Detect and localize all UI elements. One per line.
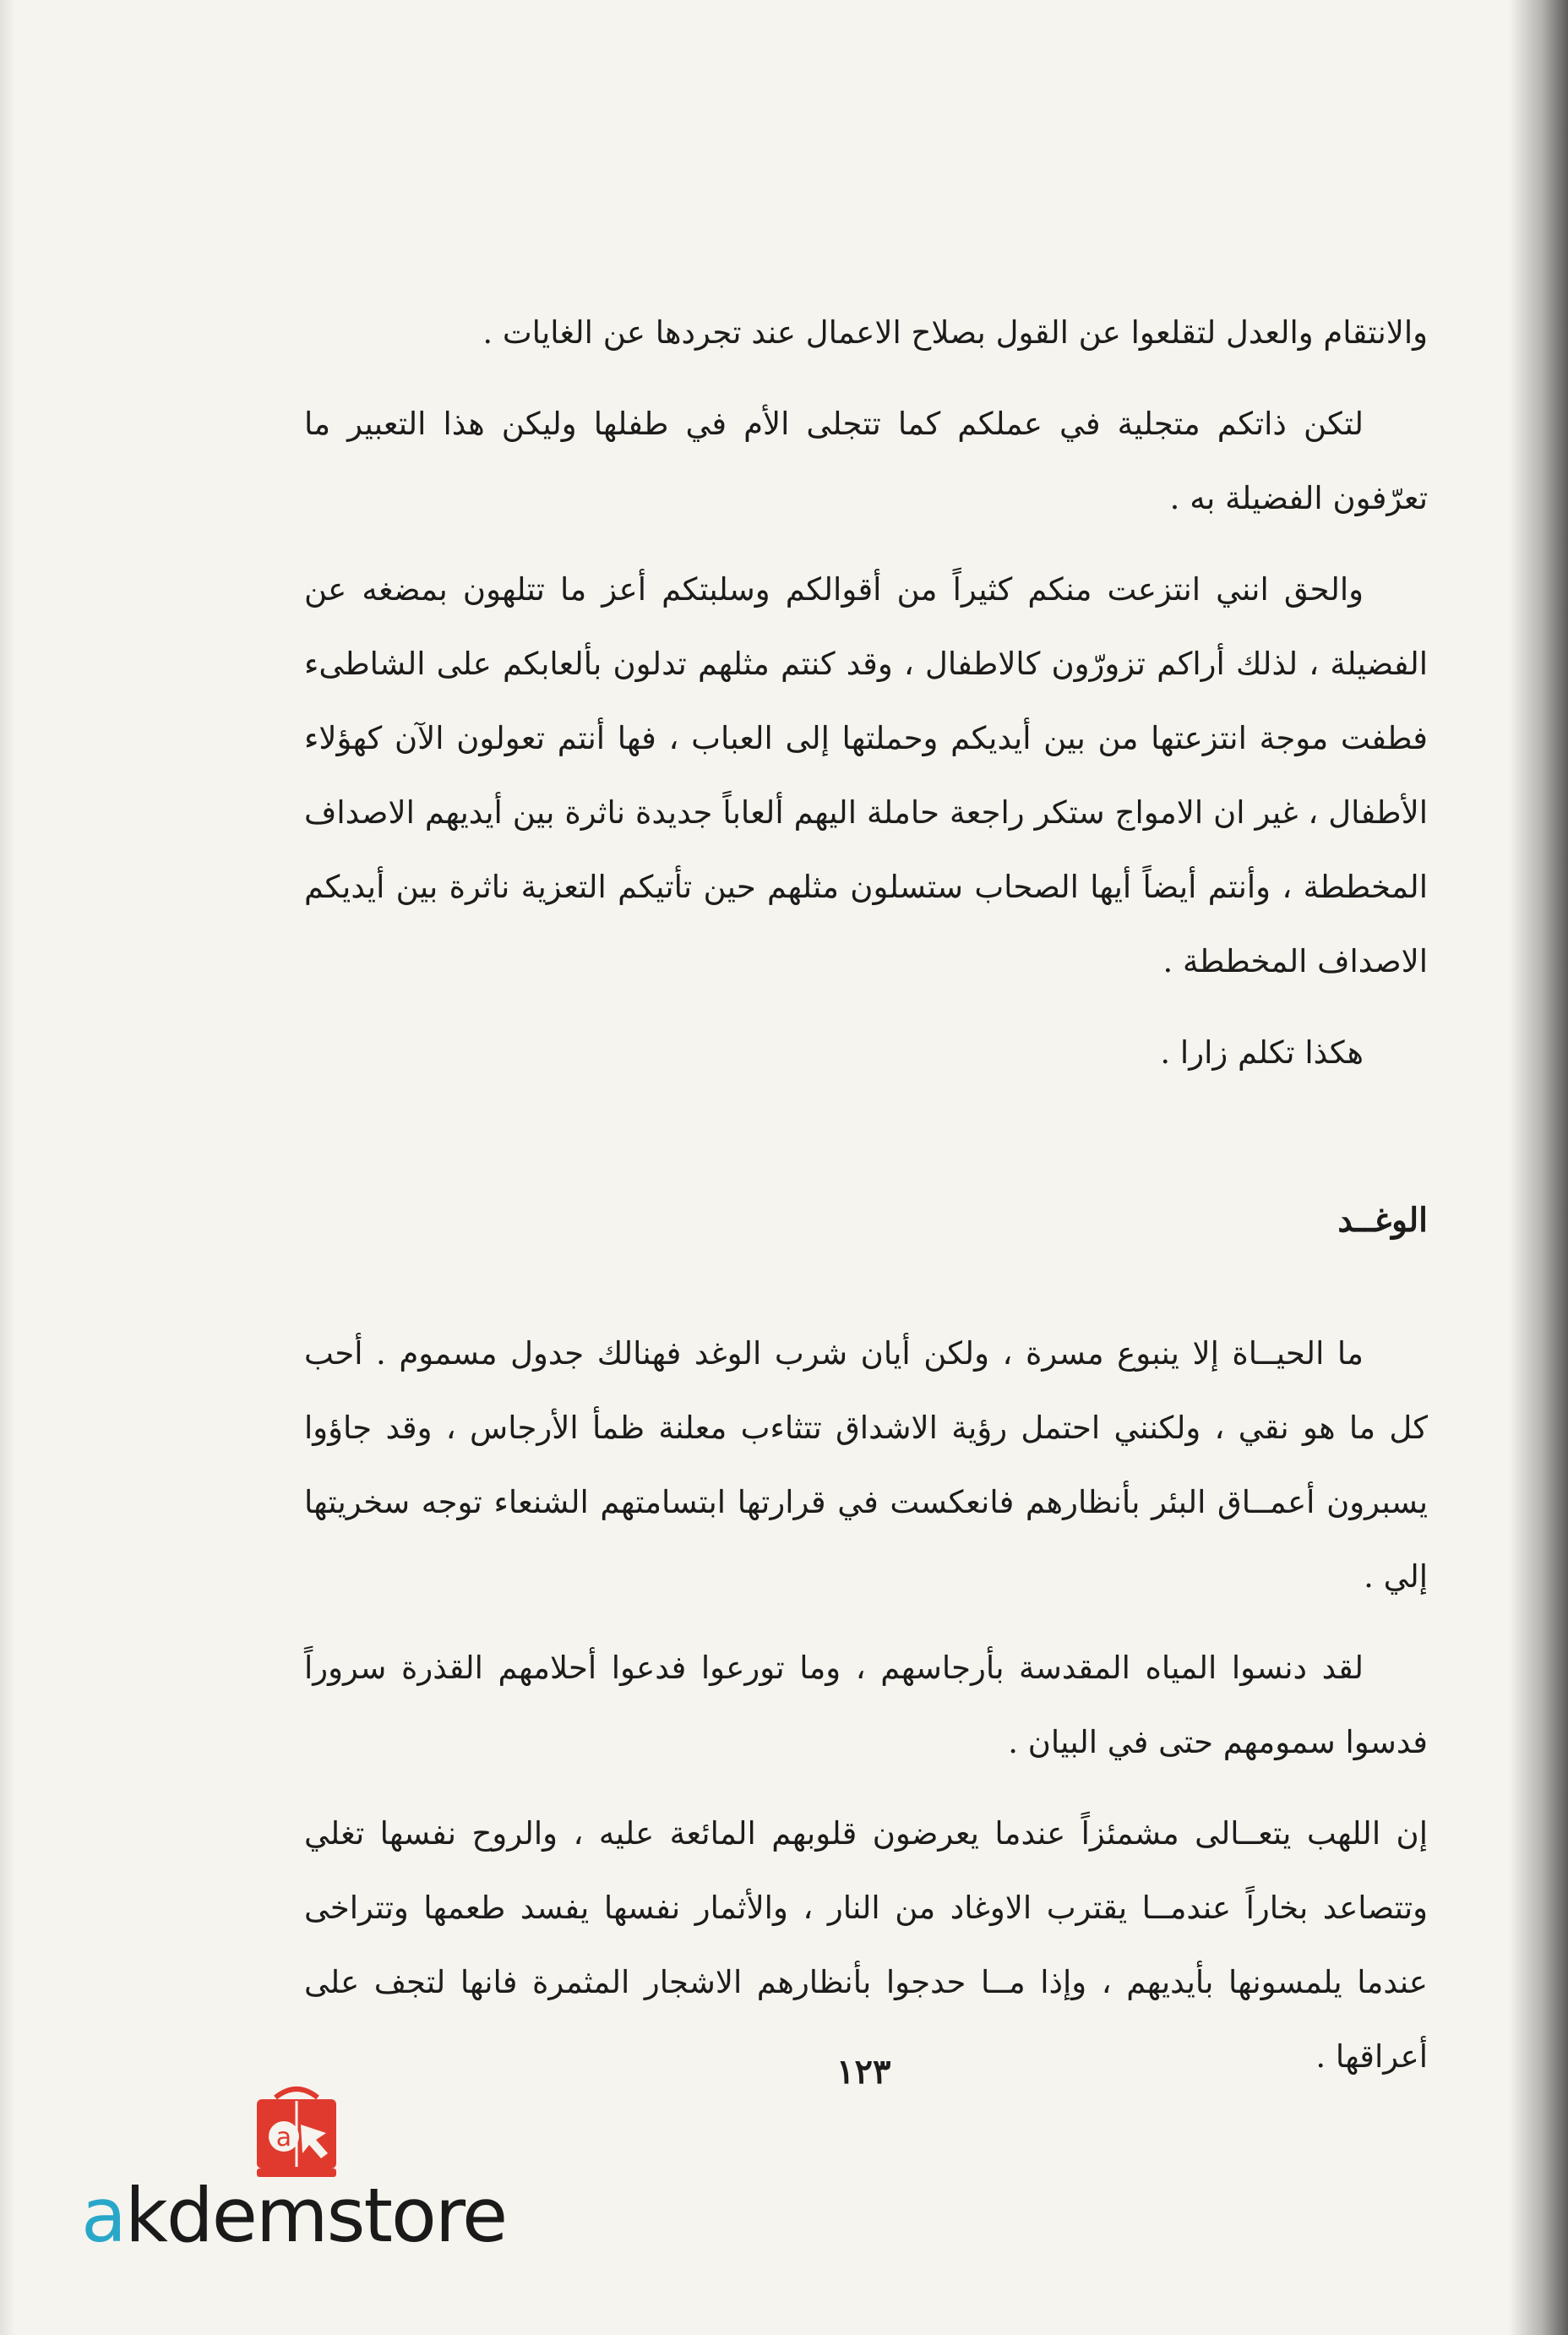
section-heading: الوغــد	[1337, 1201, 1428, 1240]
paragraph-bottom-1: ما الحيــاة إلا ينبوع مسرة ، ولكن أيان شرب الوغد فهنالك جدول مسموم . أحب كل ما هو نقي ، ولكنني احتمل رؤية الاشداق تتثاءب معلنة ظمأ الأرجاس ، وقد جاؤوا يسبرون أعمــاق البئر بأنظارهم فانعكست في قرارتها ابتسامتهم الشنعاء توجه سخريتها إلي .	[304, 1335, 1428, 1595]
page-left-edge	[0, 0, 15, 2335]
paragraph-bottom-2: لقد دنسوا المياه المقدسة بأرجاسهم ، وما تورعوا فدعوا أحلامهم القذرة سروراً فدسوا سمومهم حتى في البيان .	[304, 1650, 1428, 1760]
closing-line: هكذا تكلم زارا .	[1160, 1034, 1364, 1071]
wordmark-rest: kdemstore	[124, 2172, 507, 2259]
watermark-logo	[81, 2081, 537, 2259]
paragraph-top-3: والحق انني انتزعت منكم كثيراً من أقوالكم وسلبتكم أعز ما تتلهون بمضغه عن الفضيلة ، لذلك أراكم تزورّون كالاطفال ، وقد كنتم مثلهم تدلون بألعابكم على الشاطىء فطفت موجة انتزعتها من بين أيديكم وحملتها إلى العباب ، فها أنتم تعولون الآن كهؤلاء الأطفال ، غير ان الامواج ستكر راجعة حاملة اليهم ألعاباً جديدة ناثرة بين أيديهم الاصداف المخططة ، وأنتم أيضاً أيها الصحاب ستسلون مثلهم حين تأتيكم التعزية ناثرة بين أيديكم الاصداف المخططة .	[304, 571, 1428, 979]
logo-icon-letter: a	[275, 2123, 292, 2152]
book-cart-icon	[250, 2081, 343, 2182]
page-number: ١٢٣	[836, 2052, 891, 2092]
paragraph-bottom-3: إن اللهب يتعــالى مشمئزاً عندما يعرضون قلوبهم المائعة عليه ، والروح نفسها تغلي وتتصاعد بخاراً عندمــا يقترب الاوغاد من النار ، والأثمار نفسها يفسد طعمها وتتراخى عندما يلمسونها بأيديهم ، وإذا مــا حدجوا بأنظارهم الاشجار المثمرة فانها لتجف على أعراقها .	[304, 1815, 1428, 2075]
paragraph-top-2: لتكن ذاتكم متجلية في عملكم كما تتجلى الأم في طفلها وليكن هذا التعبير ما تعرّفون الفضيلة به .	[304, 406, 1428, 516]
paragraph-top-1: والانتقام والعدل لتقلعوا عن القول بصلاح الاعمال عند تجردها عن الغايات .	[482, 314, 1428, 351]
watermark-wordmark	[81, 2174, 506, 2258]
page-body	[304, 296, 1428, 2111]
book-spine-shadow	[1509, 0, 1568, 2335]
wordmark-first-letter: a	[81, 2172, 125, 2259]
